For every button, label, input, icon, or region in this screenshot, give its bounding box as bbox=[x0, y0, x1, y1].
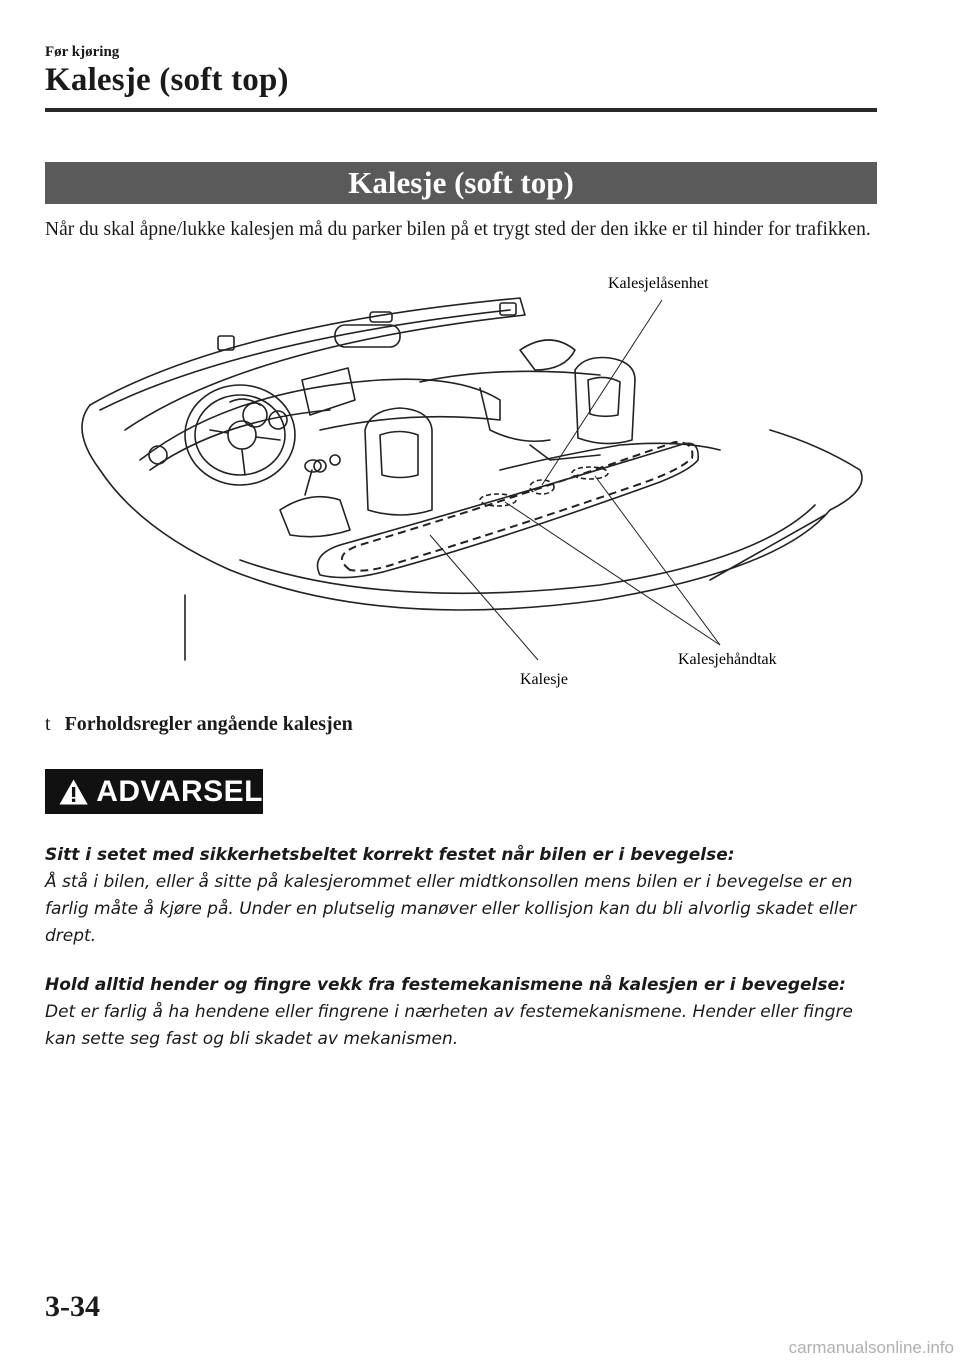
header-rule bbox=[45, 108, 877, 112]
page-number: 3-34 bbox=[45, 1290, 100, 1323]
bullet-marker: t bbox=[45, 713, 51, 735]
section-banner: Kalesje (soft top) bbox=[45, 162, 877, 204]
warning-body: Det er farlig å ha hendene eller fingrene i nærheten av festemekanismene. Hender eller fingre kan sette seg fast og bli skadet av mekanismen. bbox=[45, 1002, 853, 1049]
warning-item bbox=[45, 972, 875, 1053]
warning-heading: Sitt i setet med sikkerhetsbeltet korrekt festet når bilen er i bevegelse: bbox=[45, 845, 735, 865]
watermark: carmanualsonline.info bbox=[788, 1338, 954, 1357]
chapter-label: Før kjøring bbox=[45, 44, 120, 60]
warning-heading: Hold alltid hender og fingre vekk fra festemekanismene nå kalesjen er i bevegelse: bbox=[45, 975, 846, 995]
subsection-title: Forholdsregler angående kalesjen bbox=[64, 713, 353, 735]
warning-badge bbox=[45, 769, 263, 814]
warning-icon bbox=[57, 774, 90, 810]
label-lock-unit: Kalesjelåsenhet bbox=[608, 275, 709, 292]
page-title: Kalesje (soft top) bbox=[45, 62, 289, 98]
intro-paragraph: Når du skal åpne/lukke kalesjen må du parker bilen på et trygt sted der den ikke er til hinder for trafikken. bbox=[45, 219, 871, 240]
warning-item bbox=[45, 842, 875, 950]
convertible-illustration bbox=[80, 270, 870, 700]
warning-body: Å stå i bilen, eller å sitte på kalesjerommet eller midtkonsollen mens bilen er i bevegelse er en farlig måte å kjøre på. Under en plutselig manøver eller kollisjon kan du bli alvorlig skadet eller drept. bbox=[45, 872, 857, 946]
label-handles: Kalesjehåndtak bbox=[678, 651, 777, 668]
label-top: Kalesje bbox=[520, 671, 568, 688]
subsection-heading bbox=[45, 713, 353, 736]
warning-label: ADVARSEL bbox=[96, 774, 263, 808]
